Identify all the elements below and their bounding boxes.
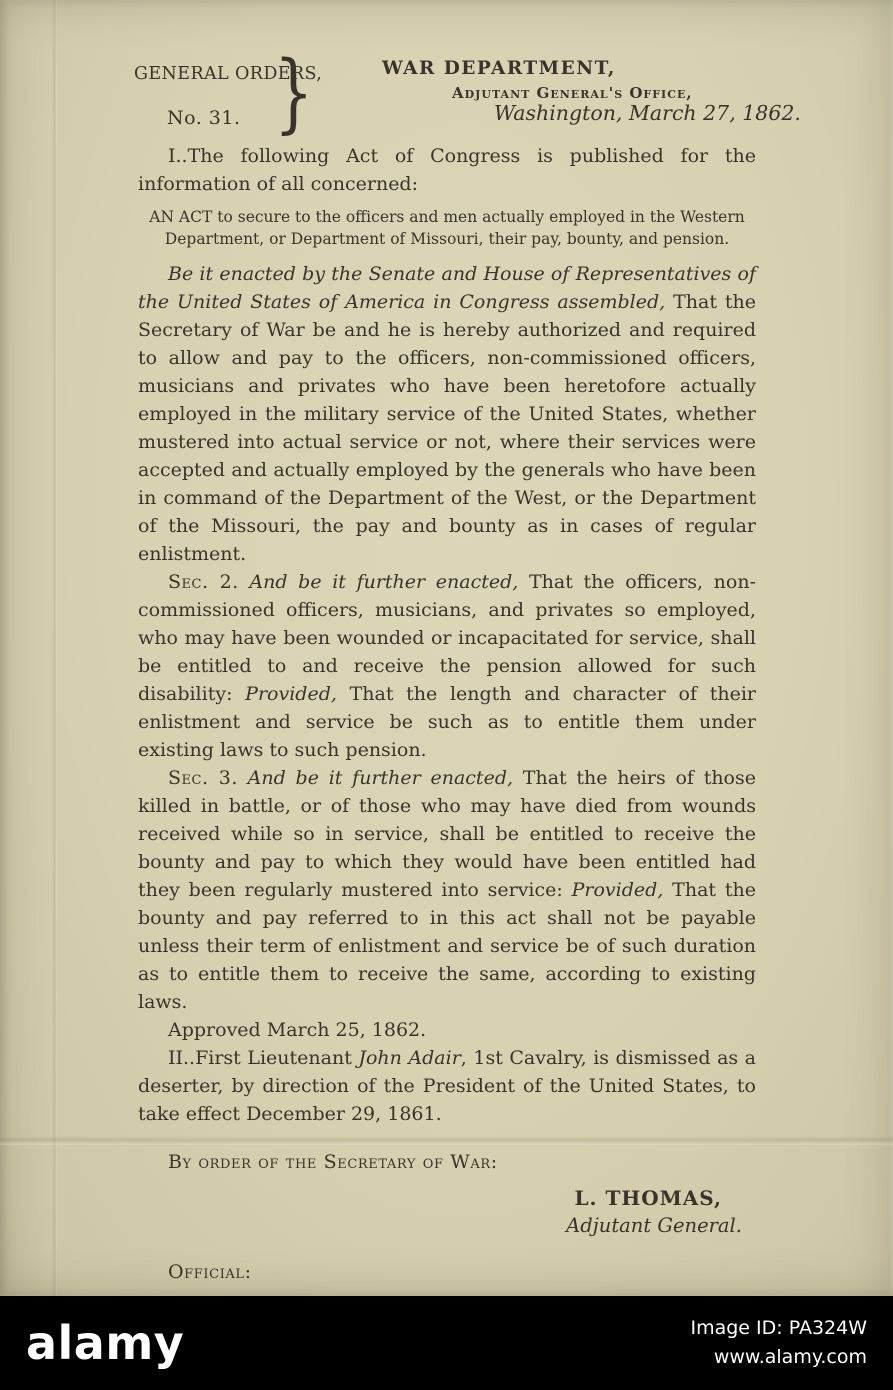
war-department-line: WAR DEPARTMENT, <box>382 58 616 79</box>
text-run: And be it further enacted, <box>238 571 519 593</box>
document-body <box>138 142 756 1352</box>
text-run: Be it enacted by the Senate and House of Representatives of the United States of America in Congress assembled, <box>138 263 756 313</box>
orders-number: No. 31. <box>167 107 241 129</box>
section-2 <box>138 568 756 764</box>
text-run: II..First Lieutenant <box>168 1047 359 1069</box>
watermark-bar <box>0 1296 893 1390</box>
text-run: AN ACT to secure to the officers and men actually employed in the Western Department, or Department of Missouri, their pay, bounty, and pension. <box>149 208 745 248</box>
text-run: Approved March 25, 1862. <box>168 1019 427 1041</box>
text-run: That the heirs of those killed in battle, or of those who may have died from wounds received while so in service, shall be entitled to receive the bounty and pay to which they would have been entitled had they been regularly mustered into service: <box>138 767 756 901</box>
watermark-meta <box>690 1314 867 1373</box>
image-id-text: Image ID: PA324W <box>690 1316 867 1339</box>
header-brace: } <box>274 43 314 143</box>
text-run: That the officers, non-commissioned officers, musicians, and privates so employed, who may have been wounded or incapacitated for service, shall be entitled to and receive the pension allowed for such disability: <box>138 571 756 705</box>
text-run: And be it further enacted, <box>237 767 514 789</box>
signature-title: Adjutant General. <box>566 1214 742 1237</box>
act-title <box>138 206 756 250</box>
alamy-logo: alamy <box>26 1316 185 1370</box>
text-run: I..The following Act of Congress is published for the information of all concerned: <box>138 145 756 195</box>
signature-name: L. THOMAS, <box>574 1186 722 1210</box>
by-order-line: By order of the Secretary of War: <box>168 1151 498 1173</box>
general-orders-label: GENERAL ORDERS, <box>134 64 323 84</box>
enacting-clause <box>138 260 756 568</box>
text-run: , 1st Cavalry, is dismissed as a deserter, by direction of the President of the United States, to take effect December 29, 1861. <box>138 1047 757 1125</box>
text-run: Sec. 2. <box>168 571 239 593</box>
paragraphs-container <box>138 142 756 1128</box>
text-run: That the Secretary of War be and he is hereby authorized and required to allow and pay to the officers, non-commissioned officers, musicians and privates who have been heretofore actually employed in the military service of the United States, whether mustered into actual service or not, where their services were accepted and actually employed by the generals who have been in command of the Department of the West, or the Department of the Missouri, the pay and bounty as in cases of regular enlistment. <box>138 291 756 565</box>
watermark-url: www.alamy.com <box>713 1346 867 1368</box>
text-run: John Adair <box>358 1047 461 1069</box>
text-run: Sec. 3. <box>168 767 238 789</box>
text-run: That the length and character of their enlistment and service be such as to entitle them under existing laws to such pension. <box>138 683 756 761</box>
dateline: Washington, March 27, 1862. <box>494 101 801 125</box>
official-label: Official: <box>168 1261 252 1283</box>
paragraph-II <box>138 1044 756 1128</box>
paragraph-I <box>138 142 756 198</box>
paper-fold <box>52 0 57 1296</box>
approved-line <box>138 1016 756 1044</box>
text-run: That the bounty and pay referred to in this act shall not be payable unless their term of enlistment and service be of such duration as to entitle them to receive the same, according to existing laws. <box>138 879 756 1013</box>
section-3 <box>138 764 756 1016</box>
text-run: Provided, <box>571 879 664 901</box>
adjutant-office-line: Adjutant General's Office, <box>452 84 693 102</box>
text-run: Provided, <box>245 683 337 705</box>
